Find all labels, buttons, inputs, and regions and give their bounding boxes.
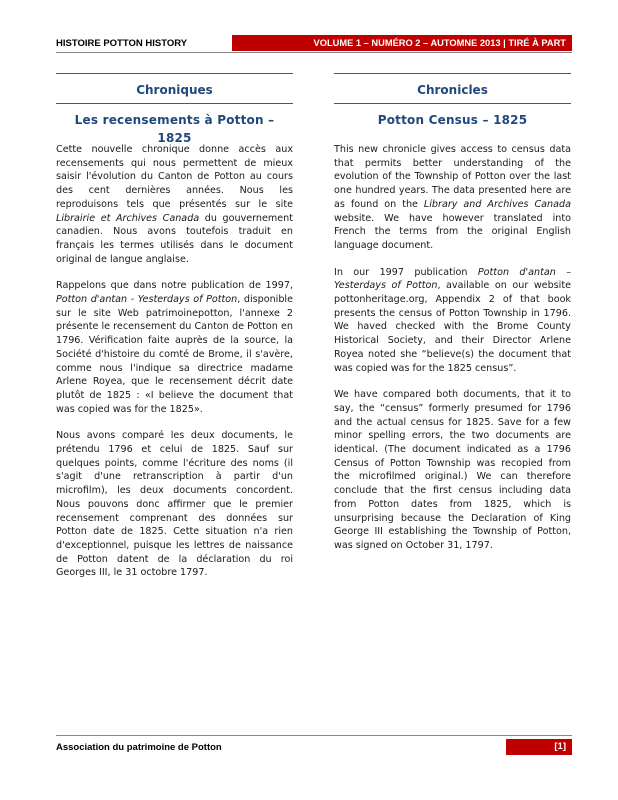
article-body [334, 143, 571, 553]
text-run: , available on our website pottonheritage.org, Appendix 2 of that book presents the census of Potton Township in 1796. We haved checked with the Brome County Historical Society, and their Director Arlene Royea noted she “believe(s) the document that was copied was for the 1825 census”. [334, 280, 571, 374]
text-run: In our 1997 publication [334, 266, 478, 278]
text-run: website. We have however translated into French the terms from the original English language document. [334, 212, 571, 251]
top-rule [334, 73, 571, 74]
paragraph [56, 429, 293, 580]
publication-title: HISTOIRE POTTON HISTORY [56, 38, 188, 49]
title-rule [334, 103, 571, 104]
issue-banner: VOLUME 1 – NUMÉRO 2 – AUTOMNE 2013 | TIRÉ À PART [232, 35, 572, 51]
page-footer [56, 735, 572, 755]
section-title: Chronicles [417, 83, 488, 97]
paragraph [334, 143, 571, 253]
text-run: Rappelons que dans notre publication de 1997, [56, 280, 293, 292]
text-run: Nous avons comparé les deux documents, le prétendu 1796 et celui de 1825. Sauf sur quelques points, comme l'écriture des noms (il s'agit d'une retranscription à partir d'un microfilm), les deux documents concordent. Nous pouvons donc affirmer que le premier recensement comprenant des données sur Potton date de 1825. Cette situation n'a rien d'exceptionnel, puisque les lettres de naissance de Potton datent de la déclaration du roi Georges III, le 31 octobre 1797. [56, 430, 293, 579]
italic-text: Librairie et Archives Canada [56, 212, 200, 224]
paragraph [56, 143, 293, 266]
top-rule [56, 73, 293, 74]
text-run: , disponible sur le site Web patrimoinepotton, l'annexe 2 présente le recensement du Canton de Potton en 1796. Vérification faite auprès de la source, la Société d'histoire du comté de Brome, il s'avère, comme nous l'indique sa directrice madame Arlene Royea, que le recensement décrit date plutôt de 1825 : «I believe the document that was copied was for the 1825». [56, 294, 293, 415]
text-run: We have compared both documents, that it to say, the “census” formerly presumed for 1796 and the actual census for 1825. Save for a few minor spelling errors, the two documents are identical. (The document indicated as a 1796 Census of Potton Township was recopied from the microfilmed original.) We can therefore conclude that the first census including data from Potton dates from 1825, which is unsurprising because the Declaration of King George III establishing the Township of Potton, was signed on October 31, 1797. [334, 389, 571, 551]
text-run: Cette nouvelle chronique donne accès aux recensements qui nous permettent de mieux saisir l'évolution du Canton de Potton au cours des cent dernières années. Nous les reproduisons tels que présentés sur le site [56, 144, 293, 210]
paragraph [334, 266, 571, 376]
paragraph [56, 279, 293, 416]
title-rule [56, 103, 293, 104]
article-title: Potton Census – 1825 [377, 113, 528, 127]
article-body [56, 143, 293, 580]
paragraph [334, 388, 571, 552]
french-column [56, 73, 293, 593]
italic-text: Potton d'antan - Yesterdays of Potton [56, 294, 238, 306]
publisher-name: Association du patrimoine de Potton [56, 742, 222, 753]
article-title: Les recensements à Potton – 1825 [74, 113, 275, 145]
page-number: [1] [506, 739, 572, 755]
page-header [56, 35, 572, 53]
italic-text: Library and Archives Canada [423, 198, 571, 210]
text-run: This new chronicle gives access to census data that permits better understanding of the evolution of the Township of Potton over the last one hundred years. The data presented here are as found on the [334, 144, 571, 210]
italic-text: Potton d'antan – Yesterdays of Potton [334, 266, 571, 292]
text-run: du gouvernement canadien. Nous avons toutefois traduit en français les termes utilisés dans le document original de langue anglaise. [56, 212, 293, 265]
section-title: Chroniques [136, 83, 213, 97]
english-column [334, 73, 571, 566]
